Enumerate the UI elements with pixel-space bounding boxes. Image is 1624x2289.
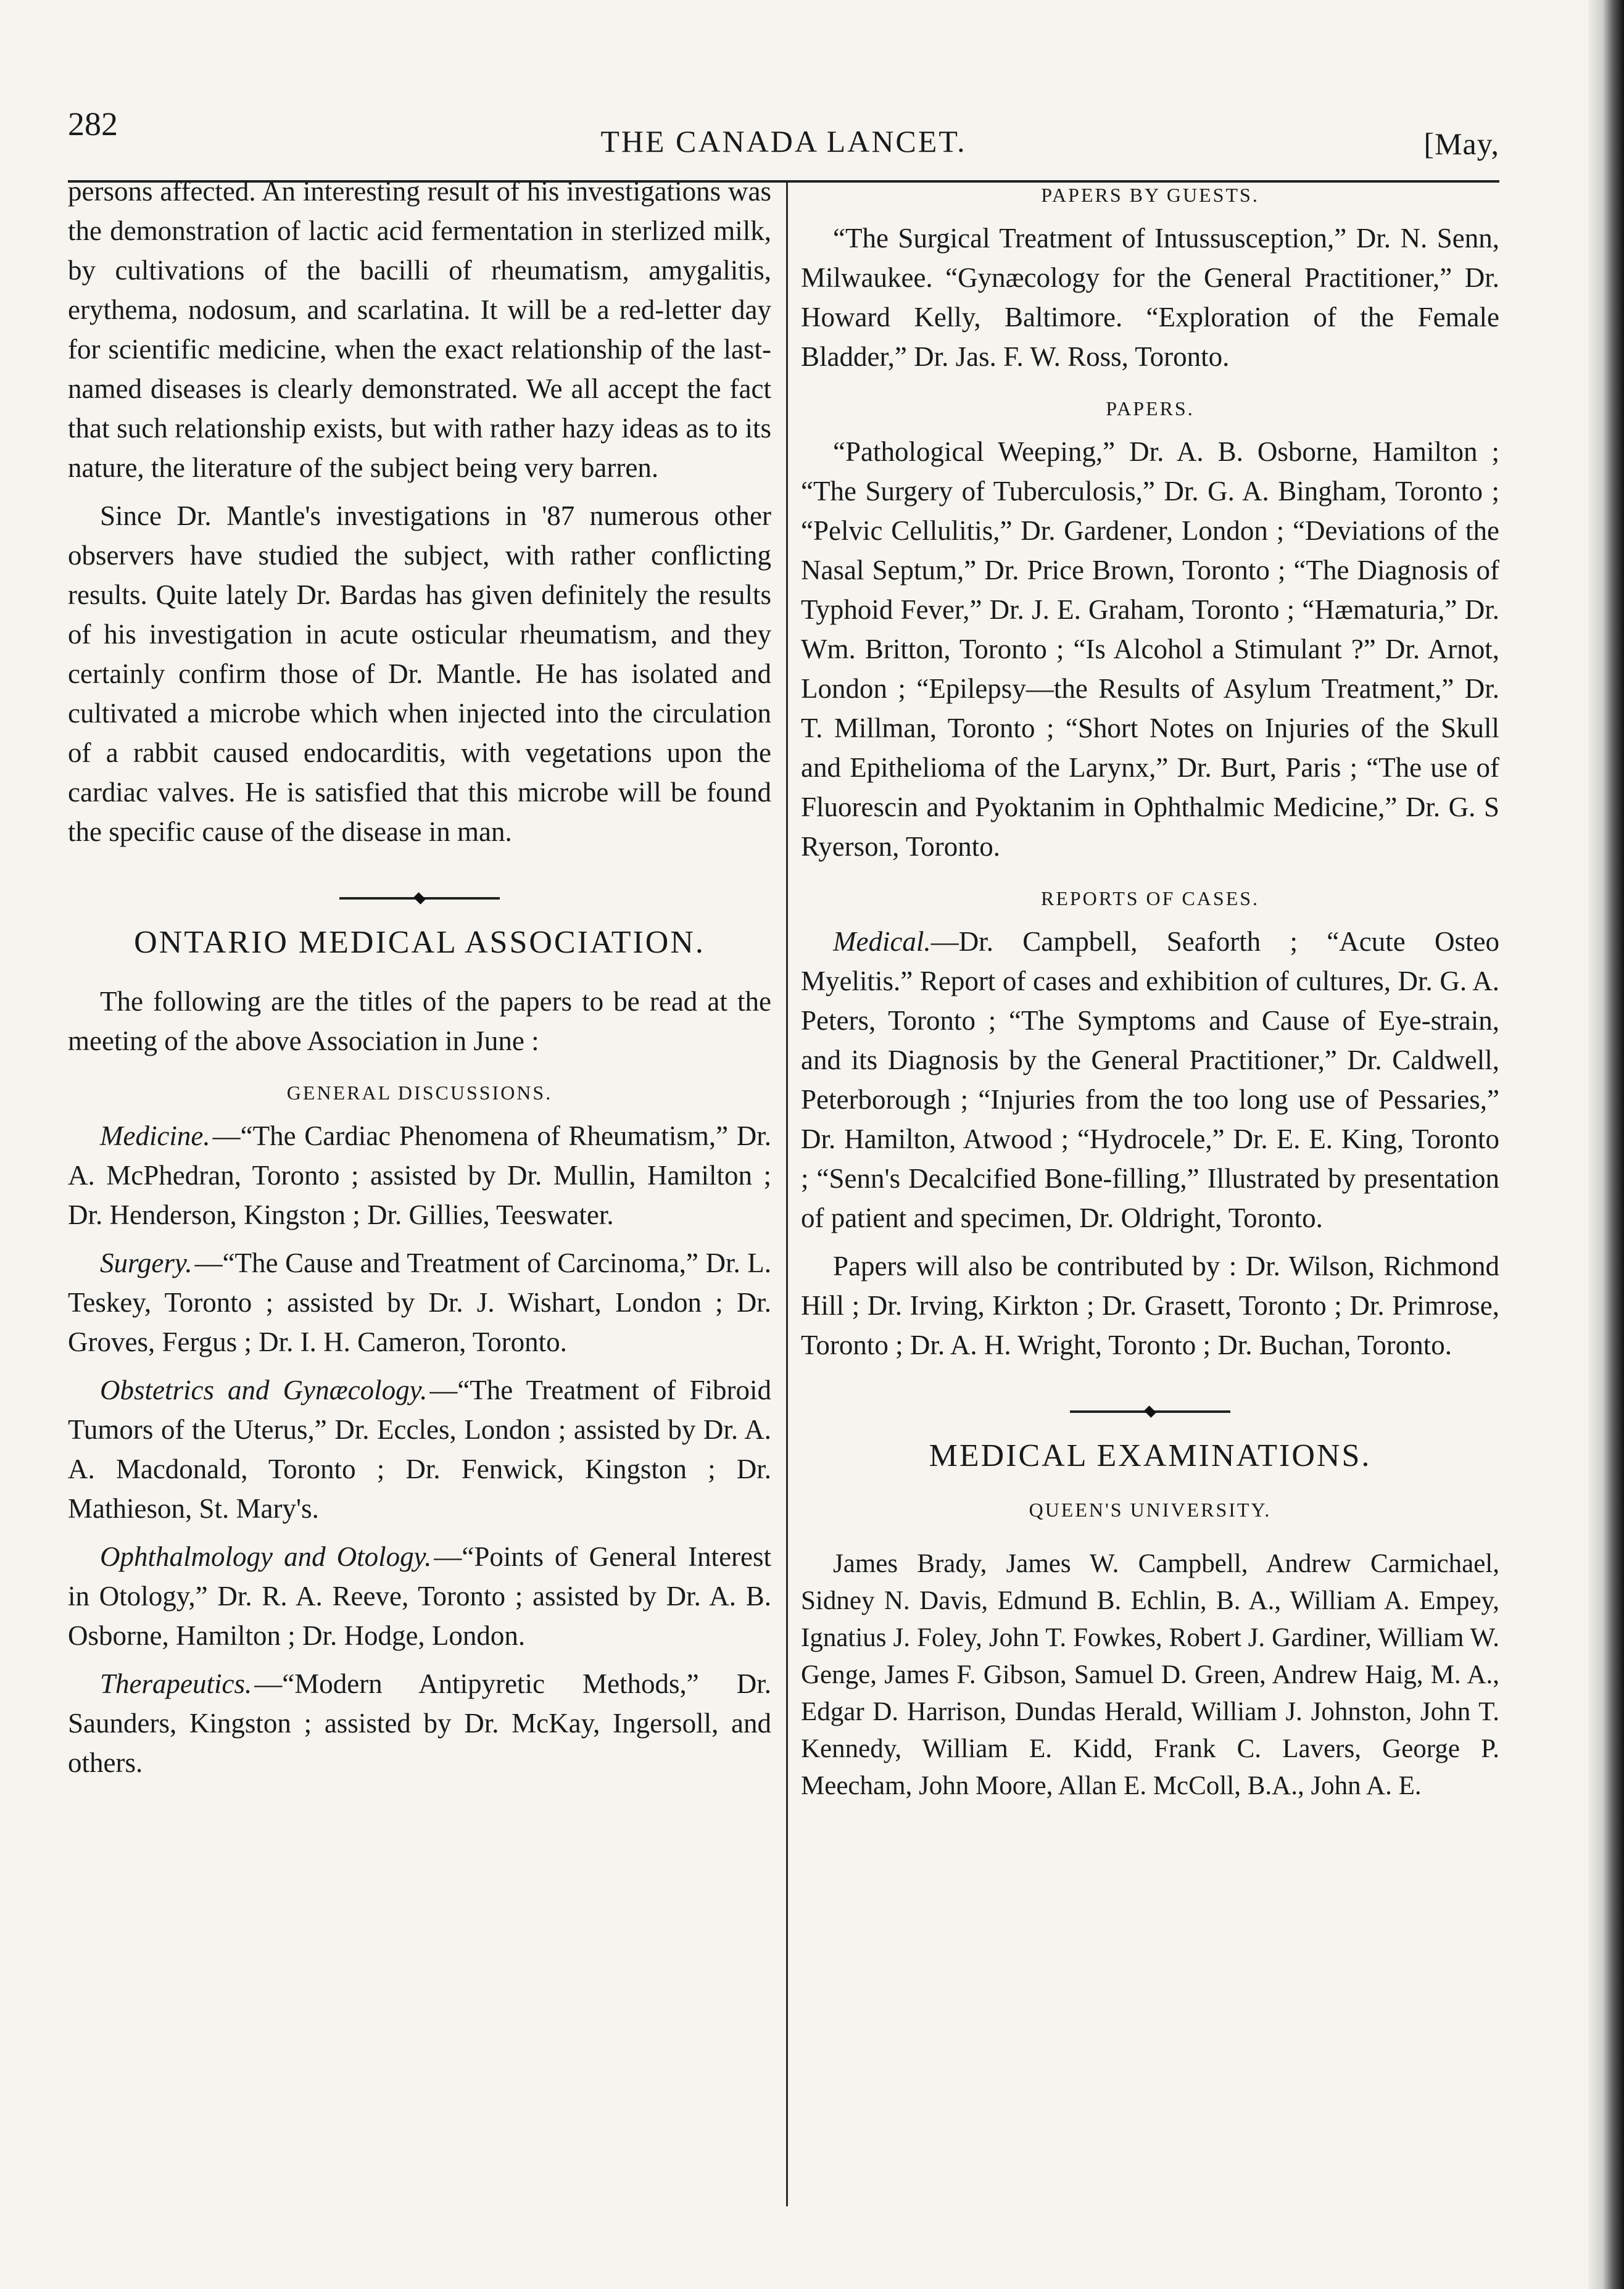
discussion-surgery-text: —“The Cause and Treatment of Carcinoma,” Dr. L. Teskey, Toronto ; assisted by Dr. J. Wishart, London ; Dr. Groves, Fergus ; Dr. I. H. Cameron, Toronto. — [68, 1248, 771, 1357]
discussion-medicine — [68, 1116, 771, 1235]
subheading-queens-university: QUEEN'S UNIVERSITY. — [1029, 1499, 1272, 1521]
discussion-ophthalmology-lead: Ophthalmology and Otology. — [100, 1541, 432, 1572]
graduate-names: James Brady, James W. Campbell, Andrew Carmichael, Sidney N. Davis, Edmund B. Echlin, B. A., William A. Empey, Ignatius J. Foley, John T. Fowkes, Robert J. Gardiner, William W. Genge, James F. Gibson, Samuel D. Green, Andrew Haig, M. A., Edgar D. Harrison, Dundas Herald, William J. Johnston, John T. Kennedy, William E. Kidd, Frank C. Lavers, George P. Meecham, John Moore, Allan E. McColl, B.A., John A. E. — [801, 1549, 1499, 1800]
discussion-therapeutics-text: —“Modern Antipyretic Methods,” Dr. Saunders, Kingston ; assisted by Dr. McKay, Ingersoll, and others. — [68, 1668, 771, 1778]
discussion-therapeutics-lead: Therapeutics. — [100, 1668, 252, 1699]
subheading-papers: PAPERS. — [1106, 397, 1195, 420]
issue-month: [May, — [1423, 126, 1499, 161]
paragraph-continued: persons affected. An interesting result of his investigations was the demonstration of lactic acid fermentation in sterlized milk, by cultivations of the bacilli of rheumatism, amygalitis, erythema, nodosum, and scarlatina. It will be a red-letter day for scientific medicine, when the exact relationship of the last-named diseases is clearly demonstrated. We all accept the fact that such relationship exists, but with rather hazy ideas as to its nature, the literature of the subject being very barren. — [68, 176, 771, 483]
discussion-surgery — [68, 1243, 771, 1362]
guest-papers: “The Surgical Treatment of Intussusception,” Dr. N. Senn, Milwaukee. “Gynæcology for the General Practitioner,” Dr. Howard Kelly, Baltimore. “Exploration of the Female Bladder,” Dr. Jas. F. W. Ross, Toronto. — [801, 223, 1499, 372]
paragraph-mantle: Since Dr. Mantle's investigations in '87 numerous other observers have studied the subject, with rather conflicting results. Quite lately Dr. Bardas has given definitely the results of his investigation in acute osticular rheumatism, and they certainly confirm those of Dr. Mantle. He has isolated and cultivated a microbe which when injected into the circulation of a rabbit caused endocarditis, with vegetations upon the cardiac valves. He is satisfied that this microbe will be found the specific cause of the disease in man. — [68, 500, 771, 847]
column-divider — [786, 183, 788, 2206]
subheading-reports-of-cases: REPORTS OF CASES. — [1040, 887, 1260, 909]
left-column — [68, 172, 771, 1782]
subheading-general-discussions: GENERAL DISCUSSIONS. — [286, 1082, 553, 1104]
discussion-medicine-text: —“The Cardiac Phenomena of Rheumatism,” Dr. A. McPhedran, Toronto ; assisted by Dr. Mullin, Hamilton ; Dr. Henderson, Kingston ; Dr. Gillies, Teeswater. — [68, 1120, 771, 1230]
section-title-ontario: ONTARIO MEDICAL ASSOCIATION. — [134, 925, 705, 960]
papers-list: “Pathological Weeping,” Dr. A. B. Osborne, Hamilton ; “The Surgery of Tuberculosis,” Dr. G. A. Bingham, Toronto ; “Pelvic Cellulitis,” Dr. Gardener, London ; “Deviations of the Nasal Septum,” Dr. Price Brown, Toronto ; “The Diagnosis of Typhoid Fever,” Dr. J. E. Graham, Toronto ; “Hæmaturia,” Dr. Wm. Britton, Toronto ; “Is Alcohol a Stimulant ?” Dr. Arnot, London ; “Epilepsy—the Results of Asylum Treatment,” Dr. T. Millman, Toronto ; “Short Notes on Injuries of the Skull and Epithelioma of the Larynx,” Dr. Burt, Paris ; “The use of Fluorescin and Pyoktanim in Ophthalmic Medicine,” Dr. G. S Ryerson, Toronto. — [801, 436, 1499, 862]
case-reports-lead: Medical. — [833, 926, 931, 957]
contributed-papers: Papers will also be contributed by : Dr. Wilson, Richmond Hill ; Dr. Irving, Kirkton ; Dr. Grasett, Toronto ; Dr. Primrose, Toronto ; Dr. A. H. Wright, Toronto ; Dr. Buchan, Toronto. — [801, 1251, 1499, 1360]
journal-title: THE CANADA LANCET. — [600, 124, 967, 159]
discussion-medicine-lead: Medicine. — [100, 1120, 210, 1151]
association-intro: The following are the titles of the papers to be read at the meeting of the above Association in June : — [68, 986, 771, 1056]
section-divider — [339, 897, 500, 900]
subheading-papers-by-guests: PAPERS BY GUESTS. — [1041, 184, 1259, 206]
section-title-medical-examinations: MEDICAL EXAMINATIONS. — [929, 1438, 1372, 1473]
discussion-obstetrics-text: —“The Treatment of Fibroid Tumors of the Uterus,” Dr. Eccles, London ; assisted by Dr. A. A. Macdonald, Toronto ; Dr. Fenwick, Kingston ; Dr. Mathieson, St. Mary's. — [68, 1375, 771, 1524]
section-divider-exams — [1070, 1410, 1230, 1413]
discussion-obstetrics-lead: Obstetrics and Gynæcology. — [100, 1375, 428, 1405]
case-reports — [801, 922, 1499, 1238]
page-header — [68, 99, 1499, 167]
right-column — [801, 172, 1499, 1805]
discussion-therapeutics — [68, 1664, 771, 1782]
scan-edge-shadow — [1588, 0, 1624, 2289]
discussion-ophthalmology — [68, 1537, 771, 1655]
case-reports-text: —Dr. Campbell, Seaforth ; “Acute Osteo Myelitis.” Report of cases and exhibition of cultures, Dr. G. A. Peters, Toronto ; “The Symptoms and Cause of Eye-strain, and its Diagnosis by the General Practitioner,” Dr. Caldwell, Peterborough ; “Injuries from the too long use of Pessaries,” Dr. Hamilton, Atwood ; “Hydrocele,” Dr. E. E. King, Toronto ; “Senn's Decalcified Bone-filling,” Illustrated by presentation of patient and specimen, Dr. Oldright, Toronto. — [801, 926, 1499, 1233]
discussion-ophthalmology-text: —“Points of General Interest in Otology,” Dr. R. A. Reeve, Toronto ; assisted by Dr. A. B. Osborne, Hamilton ; Dr. Hodge, London. — [68, 1541, 772, 1651]
discussion-surgery-lead: Surgery. — [100, 1248, 193, 1278]
page-number: 282 — [68, 106, 118, 143]
discussion-obstetrics — [68, 1370, 771, 1528]
